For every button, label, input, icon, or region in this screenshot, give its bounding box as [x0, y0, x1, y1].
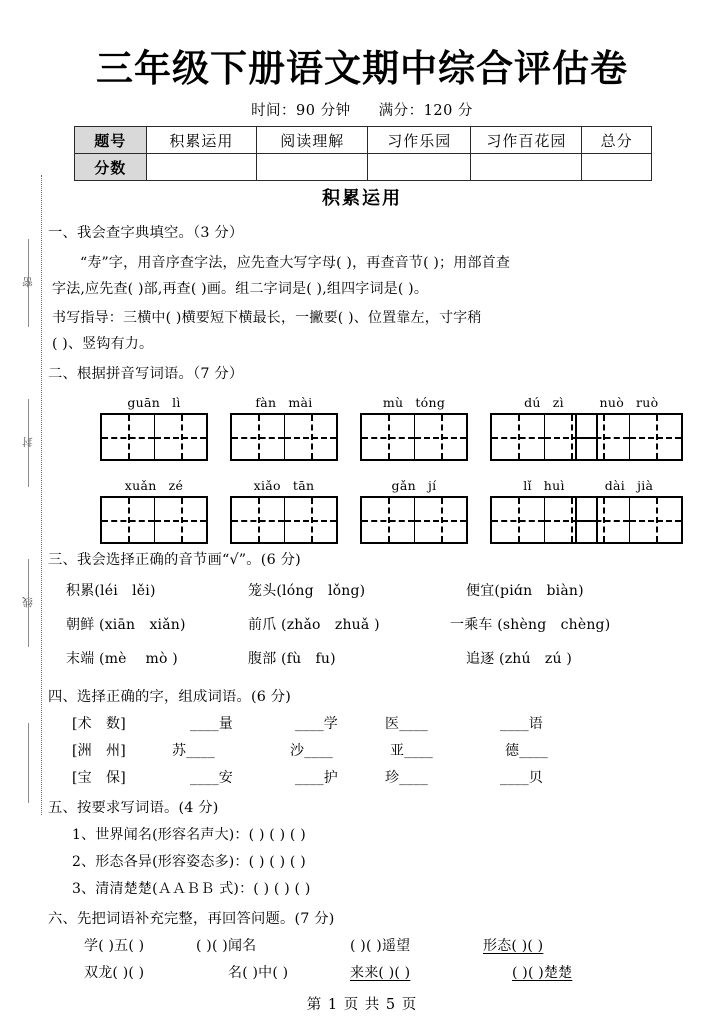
pinyin-label-0: guān lì [127, 395, 181, 410]
section-4-cell-0-2[interactable]: 医____ [385, 716, 428, 732]
section-4-bracket-1: [洲 州] [72, 743, 126, 759]
score-table-rowlabel-1: 分数 [75, 154, 147, 181]
tianzige-4[interactable] [575, 413, 683, 461]
score-table-header-2: 习作乐园 [368, 127, 471, 154]
score-table-header-4: 总分 [582, 127, 652, 154]
section-3-item-1[interactable]: 笼头(lóng lǒng) [248, 583, 366, 599]
section-4-cell-2-2[interactable]: 珍____ [385, 770, 428, 786]
score-table [74, 126, 652, 181]
section-4-cell-1-1[interactable]: 沙____ [290, 743, 333, 759]
section-4-cell-0-3[interactable]: ____语 [500, 716, 543, 732]
section-4-heading: 四、选择正确的字，组成词语。(6 分) [48, 689, 292, 705]
tianzige-1[interactable] [230, 413, 338, 461]
section-5-heading: 五、按要求写词语。(4 分) [48, 800, 219, 816]
section-3-item-2[interactable]: 便宜(piɑ́n biàn) [466, 583, 584, 599]
section-3-item-8[interactable]: 追逐 (zhú zú ) [466, 651, 573, 667]
section-4-bracket-0: [术 数] [72, 716, 126, 732]
section-4-cell-2-1[interactable]: ____护 [295, 770, 338, 786]
table-row-scores [75, 154, 652, 181]
seal-label-school [0, 655, 48, 704]
tianzige-5[interactable] [100, 496, 208, 544]
score-table-header-0: 积累运用 [146, 127, 257, 154]
section-5-item-0[interactable]: 1、世界闻名(形容名声大)：( ) ( ) ( ) [72, 827, 306, 843]
section-3-item-3[interactable]: 朝鲜 (xiān xiǎn) [66, 617, 186, 633]
section-1-heading: 一、我会查字典填空。（3 分） [48, 225, 244, 241]
seal-rule-4 [28, 723, 29, 803]
section-1-line-0: “寿”字，用音序查字法，应先查大写字母( )，再查音节( )；用部首查 [80, 255, 511, 271]
tianzige-2[interactable] [360, 413, 468, 461]
seal-char-xian: 线 [22, 597, 34, 608]
pinyin-label-2: mù tóng [382, 395, 446, 410]
section-4-cell-0-0[interactable]: ____量 [190, 716, 233, 732]
page-title: 三年级下册语文期中综合评估卷 [96, 47, 628, 90]
exam-meta [0, 99, 724, 120]
score-table-header-1: 阅读理解 [257, 127, 368, 154]
section-6-row1-item-2[interactable]: ( )( )遥望 [350, 938, 411, 954]
section-6-row1-item-0[interactable]: 学( )五( ) [84, 938, 145, 954]
section-6-row2-item-1[interactable]: 名( )中( ) [228, 965, 289, 981]
page-footer: 第 1 页 共 5 页 [306, 997, 418, 1013]
score-cell-3[interactable] [471, 154, 582, 181]
section-6-row1-item-3[interactable]: 形态( )( ) [483, 938, 544, 954]
time-label: 时间：90 分钟 [251, 103, 351, 119]
section-4-cell-1-2[interactable]: 亚____ [390, 743, 433, 759]
section-2-heading: 二、根据拼音写词语。（7 分） [48, 366, 244, 382]
section-4-bracket-2: [宝 保] [72, 770, 126, 786]
total-score-label: 满分：120 分 [378, 103, 473, 119]
seal-char-feng: 封 [22, 437, 34, 448]
pinyin-label-5: xuǎn zé [124, 478, 184, 493]
seal-label-class [0, 493, 48, 542]
section-4-cell-2-3[interactable]: ____贝 [500, 770, 543, 786]
score-table-rowlabel-0: 题号 [75, 127, 147, 154]
section-6-heading: 六、先把词语补充完整，再回答问题。(7 分) [48, 911, 335, 927]
pinyin-label-8: lǐ huì [523, 478, 565, 493]
section-1-line-1: 字法,应先查( )部,再查( )画。组二字词是( ),组四字词是( )。 [52, 281, 429, 297]
section-5-item-1[interactable]: 2、形态各异(形容姿态多)：( ) ( ) ( ) [72, 854, 306, 870]
pinyin-label-4: nuò ruò [599, 395, 659, 410]
section-1-line-2: 书写指导：三横中( )横要短下横最长，一撇要( )、位置靠左，寸字稍 [52, 310, 482, 326]
tianzige-9[interactable] [575, 496, 683, 544]
score-table-header-3: 习作百花园 [471, 127, 582, 154]
tianzige-7[interactable] [360, 496, 468, 544]
section-3-item-6[interactable]: 末端 (mè mò ) [66, 651, 178, 667]
section-3-item-4[interactable]: 前爪 (zhǎo zhuǎ ) [248, 617, 380, 633]
section-6-row2-item-3[interactable]: ( )( )楚楚 [512, 965, 573, 981]
score-cell-0[interactable] [146, 154, 257, 181]
tianzige-6[interactable] [230, 496, 338, 544]
section-6-row2-item-0[interactable]: 双龙( )( ) [84, 965, 145, 981]
section-4-cell-1-3[interactable]: 德____ [505, 743, 548, 759]
pinyin-label-3: dú zì [524, 395, 564, 410]
score-cell-4[interactable] [582, 154, 652, 181]
section-4-cell-2-0[interactable]: ____安 [190, 770, 233, 786]
pinyin-label-6: xiǎo tān [253, 478, 315, 493]
section-3-item-7[interactable]: 腹部 (fù fu) [248, 651, 336, 667]
section-1-line-3: ( )、竖钩有力。 [52, 336, 154, 352]
section-3-item-0[interactable]: 积累(léi lěi) [66, 583, 156, 599]
pinyin-label-7: gǎn jí [391, 478, 437, 493]
part-heading: 积累运用 [322, 188, 402, 209]
pinyin-label-1: fàn mài [255, 395, 313, 410]
section-4-cell-0-1[interactable]: ____学 [295, 716, 338, 732]
section-3-heading: 三、我会选择正确的音节画“√”。(6 分) [48, 552, 301, 568]
section-3-item-5[interactable]: 一乘车 (shèng chèng) [450, 617, 611, 633]
table-row-header [75, 127, 652, 154]
seal-margin [0, 175, 52, 815]
pinyin-label-9: dài jià [604, 478, 654, 493]
score-cell-1[interactable] [257, 154, 368, 181]
section-6-row1-item-1[interactable]: ( )( )闻名 [196, 938, 257, 954]
section-5-item-2[interactable]: 3、清清楚楚(ＡＡＢＢ 式)：( ) ( ) ( ) [72, 881, 311, 897]
section-4-cell-1-0[interactable]: 苏____ [172, 743, 215, 759]
tianzige-0[interactable] [100, 413, 208, 461]
score-cell-2[interactable] [368, 154, 471, 181]
seal-char-mi: 密 [22, 277, 34, 288]
section-6-row2-item-2[interactable]: 来来( )( ) [350, 965, 411, 981]
seal-label-name [0, 333, 48, 382]
